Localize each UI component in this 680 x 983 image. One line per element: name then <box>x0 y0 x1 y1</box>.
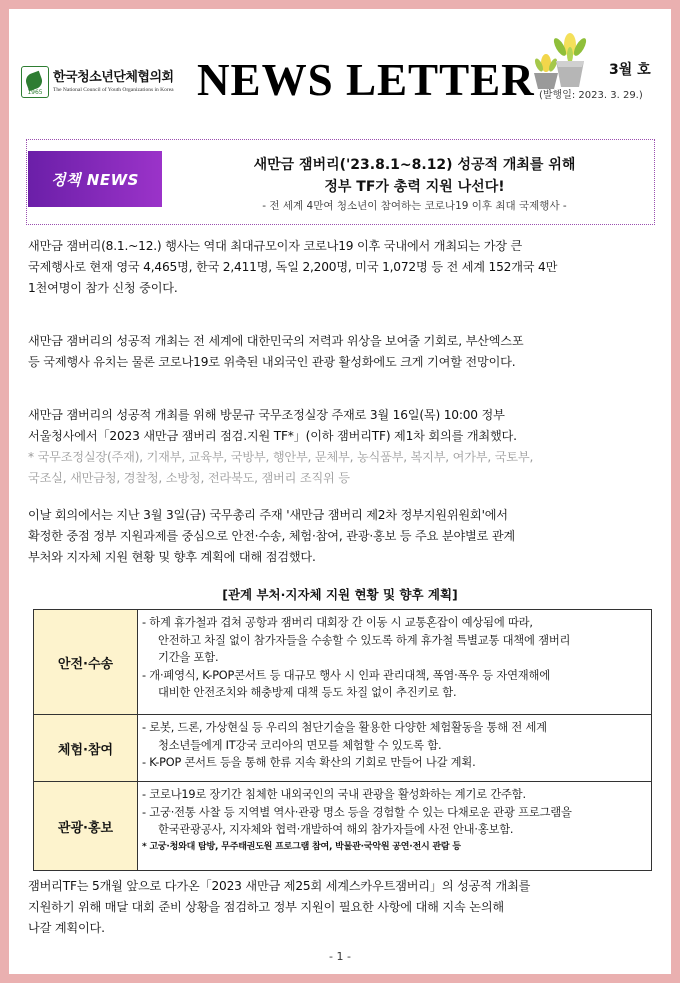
table-line: 한국관광공사, 지자체와 협력·개발하여 해외 참가자들에 사전 안내·홍보함. <box>158 823 514 836</box>
table-content <box>142 614 645 702</box>
paragraph-line: 1천여명이 참가 신청 중이다. <box>28 281 178 295</box>
table-category: 관광·홍보 <box>34 782 138 870</box>
table-line: - 고궁·전통 사찰 등 지역별 역사·관광 명소 등을 경험할 수 있는 다채로운 관광 프로그램을 <box>142 805 572 819</box>
support-status-table <box>33 609 652 871</box>
org-name-english: The National Council of Youth Organizations in Korea <box>53 87 174 93</box>
newsletter-title: NEWS LETTER <box>197 54 535 105</box>
table-note: * 고궁·청와대 탐방, 무주태권도원 프로그램 참여, 박물관·국악원 공연·전시 관람 등 <box>142 841 461 852</box>
table-row <box>34 782 651 870</box>
table-line: - 로봇, 드론, 가상현실 등 우리의 첨단기술을 활용한 다양한 체험활동을 통해 전 세계 <box>142 721 547 734</box>
paragraph-line: 새만금 잼버리의 성공적 개최를 위해 방문규 국무조정실장 주재로 3월 16일(목) 10:00 정부 <box>28 408 505 422</box>
table-content <box>142 719 645 772</box>
org-name-korean: 한국청소년단체협의회 <box>53 70 174 85</box>
section-tag <box>28 151 162 207</box>
table-line: - 코로나19로 장기간 침체한 내외국인의 국내 관광을 활성화하는 계기로 간주함. <box>142 788 526 801</box>
table-content <box>142 786 645 856</box>
section-tag-label: 정책 NEWS <box>51 170 139 189</box>
table-line: 대비한 안전조치와 해충방제 대책 등도 차질 없이 추진키로 함. <box>158 686 457 699</box>
headline-line-2: 정부 TF가 총력 지원 나선다! <box>324 179 505 195</box>
paragraph-line: 새만금 잼버리(8.1.~12.) 행사는 역대 최대규모이자 코로나19 이후 국내에서 개최되는 가장 큰 <box>28 239 523 253</box>
table-row <box>34 610 651 715</box>
paragraph-line: 확정한 중점 정부 지원과제를 중심으로 안전·수송, 체험·참여, 관광·홍보 등 주요 분야별로 관계 <box>28 529 515 543</box>
paragraph-line: 지원하기 위해 매달 대회 준비 상황을 점검하고 정부 지원이 필요한 사항에 대해 지속 논의해 <box>28 900 504 914</box>
table-line: 안전하고 차질 없이 참가자들을 수송할 수 있도록 하계 휴가철 특별교통 대책에 잼버리 <box>158 633 571 647</box>
paragraph-line: 서울청사에서「2023 새만금 잼버리 점검.지원 TF*」(이하 잼버리TF) 제1차 회의를 개최했다. <box>28 429 517 443</box>
paragraph-review <box>28 505 652 568</box>
page-number: - 1 - <box>329 950 351 963</box>
paragraph-significance <box>28 331 652 373</box>
headline-line-1: 새만금 잼버리('23.8.1~8.12) 성공적 개최를 위해 <box>253 157 576 173</box>
participants-note: 국조실, 새만금청, 경찰청, 소방청, 전라북도, 잼버리 조직위 등 <box>28 471 350 485</box>
newsletter-page <box>9 9 671 974</box>
table-line: 청소년들에게 IT강국 코리아의 면모를 체험할 수 있도록 함. <box>158 738 442 752</box>
participants-note: * 국무조정실장(주재), 기재부, 교육부, 국방부, 행안부, 문체부, 농식품부, 복지부, 여가부, 국토부, <box>28 450 534 464</box>
paragraph-line: 이날 회의에서는 지난 3월 3일(금) 국무총리 주재 '새만금 잼버리 제2차 정부지원위원회'에서 <box>28 508 508 522</box>
paragraph-participants <box>28 236 652 299</box>
paragraph-plan <box>28 876 652 939</box>
table-category: 안전·수송 <box>34 610 138 714</box>
paragraph-line: 잼버리TF는 5개월 앞으로 다가온「2023 새만금 제25회 세계스카우트잼버리」의 성공적 개최를 <box>28 879 531 893</box>
logo-year: 1965 <box>27 89 43 96</box>
issue-label: 3월 호 <box>609 62 651 78</box>
paragraph-tf-meeting <box>28 405 652 489</box>
table-category: 체험·참여 <box>34 715 138 781</box>
paragraph-line: 부처와 지자체 지원 현황 및 향후 계획에 대해 점검했다. <box>28 550 316 564</box>
organization-logo <box>21 66 174 98</box>
table-line: - 개·폐영식, K-POP콘서트 등 대규모 행사 시 인파 관리대책, 폭염·폭우 등 자연재해에 <box>142 668 550 682</box>
table-line: - K-POP 콘서트 등을 통해 한류 지속 확산의 기회로 만들어 나갈 계획. <box>142 756 476 769</box>
headline-banner <box>26 139 655 225</box>
leaf-emblem-icon <box>21 66 49 98</box>
paragraph-line: 새만금 잼버리의 성공적 개최는 전 세계에 대한민국의 저력과 위상을 보여줄 기회로, 부산엑스포 <box>28 334 524 348</box>
paragraph-line: 국제행사로 현재 영국 4,465명, 한국 2,411명, 독일 2,200명, 미국 1,072명 등 전 세계 152개국 4만 <box>28 260 558 274</box>
publication-date: (발행일: 2023. 3. 29.) <box>539 90 643 101</box>
table-line: - 하계 휴가철과 겹쳐 공항과 잼버리 대회장 간 이동 시 교통혼잡이 예상됨에 따라, <box>142 616 533 629</box>
section-title: [관계 부처·지자체 지원 현황 및 향후 계획] <box>222 587 458 602</box>
paragraph-line: 등 국제행사 유치는 물론 코로나19로 위축된 내외국인 관광 활성화에도 크게 기여할 전망이다. <box>28 355 516 369</box>
table-line: 기간을 포함. <box>158 651 219 664</box>
table-row <box>34 715 651 782</box>
headline-subhead: - 전 세계 4만여 청소년이 참여하는 코로나19 이후 최대 국제행사 - <box>262 200 567 212</box>
paragraph-line: 나갈 계획이다. <box>28 921 105 935</box>
